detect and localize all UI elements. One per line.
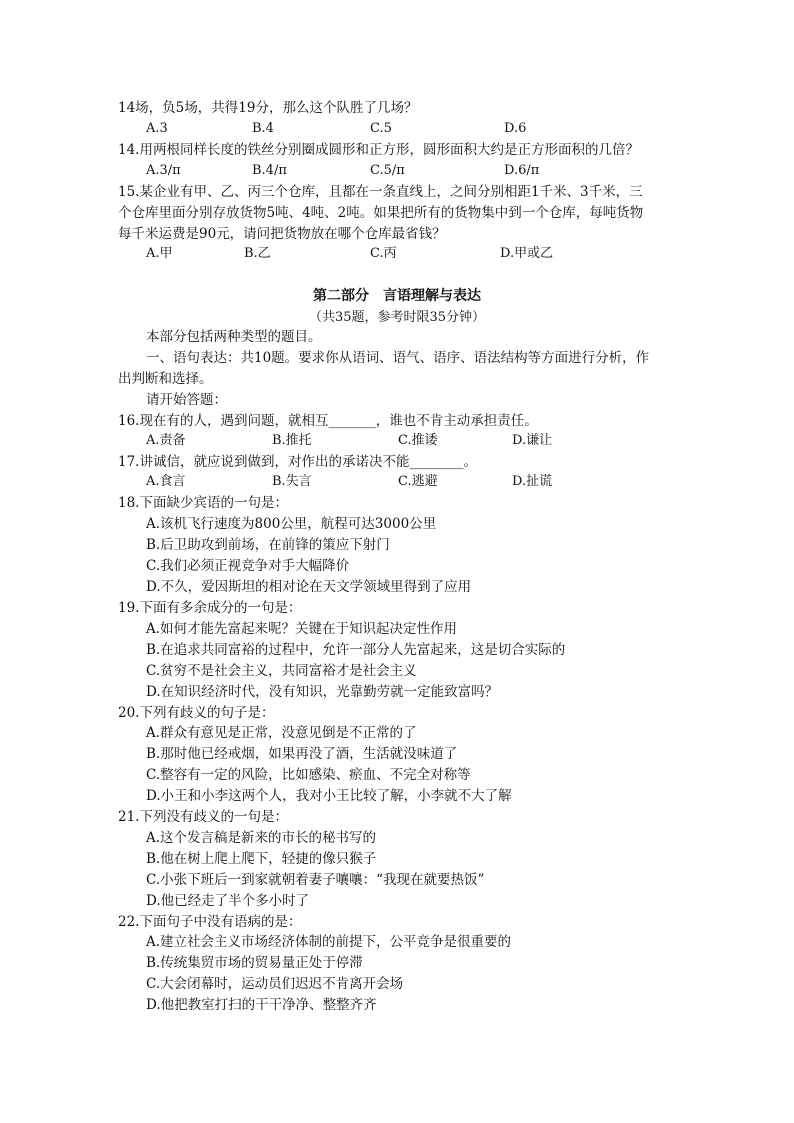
option-c: C.逃避 [398, 474, 438, 489]
option-d: D.谦让 [512, 433, 553, 448]
question-15-line-3: 每千米运费是90元，请问把货物放在哪个仓库最省钱？ [118, 226, 446, 242]
question-20-option-a: A.群众有意见是正常，没意见倒是不正常的了 [146, 725, 417, 741]
option-d: D.6/π [504, 163, 540, 178]
option-b: B.4 [252, 121, 274, 136]
option-b: B.失言 [272, 474, 312, 489]
option-a: A.3/π [146, 163, 181, 178]
question-20-option-d: D.小王和小李这两个人，我对小王比较了解，小李就不大了解 [146, 788, 512, 804]
start-instruction: 请开始答题： [146, 392, 227, 408]
question-18-stem: 18.下面缺少宾语的一句是： [118, 495, 288, 511]
question-14a-stem: 14场，负5场，共得19分，那么这个队胜了几场？ [118, 100, 418, 116]
question-18-option-d: D.不久，爱因斯坦的相对论在天文学领域里得到了应用 [146, 579, 472, 595]
question-19-option-a: A.如何才能先富起来呢？关键在于知识起决定性作用 [146, 621, 458, 637]
option-a: A.3 [146, 121, 168, 136]
question-19-stem: 19.下面有多余成分的一句是： [118, 600, 302, 616]
question-20-option-c: C.整容有一定的风险，比如感染、瘀血、不完全对称等 [146, 767, 471, 783]
section-intro-1: 本部分包括两种类型的题目。 [146, 329, 322, 345]
question-18-option-b: B.后卫助攻到前场，在前锋的策应下射门 [146, 537, 390, 553]
option-b: B.4/π [252, 163, 287, 178]
question-21-option-b: B.他在树上爬上爬下，轻捷的像只猴子 [146, 851, 377, 867]
option-a: A.责备 [146, 433, 186, 448]
question-22-option-a: A.建立社会主义市场经济体制的前提下，公平竞争是很重要的 [146, 934, 512, 950]
question-21-option-a: A.这个发言稿是新来的市长的秘书写的 [146, 830, 377, 846]
question-15-line-2: 个仓库里面分别存放货物5吨、4吨、2吨。如果把所有的货物集中到一个仓库，每吨货物 [118, 205, 644, 221]
question-21-option-c: C.小张下班后一到家就朝着妻子嚷嚷：“我现在就要热饭” [146, 872, 485, 888]
question-19-option-b: B.在追求共同富裕的过程中，允许一部分人先富起来，这是切合实际的 [146, 642, 566, 658]
question-19-option-d: D.在知识经济时代，没有知识，光靠勤劳就一定能致富吗？ [146, 684, 499, 700]
section-title: 第二部分 言语理解与表达 [313, 288, 481, 304]
option-c: C.5 [370, 121, 392, 136]
question-20-option-b: B.那时他已经戒烟，如果再没了酒，生活就没味道了 [146, 746, 458, 762]
option-b: B.乙 [244, 246, 271, 261]
option-d: D.6 [504, 121, 527, 136]
option-a: A.甲 [146, 246, 173, 261]
question-22-option-d: D.他把教室打扫的干干净净、整整齐齐 [146, 997, 377, 1013]
question-21-option-d: D.他已经走了半个多小时了 [146, 893, 310, 909]
question-18-option-c: C.我们必须正视竞争对手大幅降价 [146, 558, 350, 574]
option-d: D.扯谎 [512, 474, 553, 489]
option-c: C.推诿 [398, 433, 438, 448]
question-20-stem: 20.下列有歧义的句子是： [118, 705, 275, 721]
question-22-option-b: B.传统集贸市场的贸易量正处于停滞 [146, 955, 363, 971]
option-c: C.丙 [370, 246, 397, 261]
section-intro-2: 一、语句表达：共10题。要求你从语词、语气、语序、语法结构等方面进行分析，作 [146, 350, 650, 366]
question-15-line-1: 15.某企业有甲、乙、丙三个仓库，且都在一条直线上，之间分别相距1千米、3千米，三 [118, 184, 643, 200]
question-18-option-a: A.该机飞行速度为800公里，航程可达3000公里 [146, 516, 437, 532]
section-subtitle: （共35题，参考时限35分钟） [308, 310, 486, 325]
option-c: C.5/π [370, 163, 405, 178]
section-intro-2-cont: 出判断和选择。 [118, 371, 213, 387]
question-17-stem: 17.讲诚信，就应说到做到，对作出的承诺决不能________。 [118, 454, 477, 470]
question-22-option-c: C.大会闭幕时，运动员们迟迟不肯离开会场 [146, 976, 404, 992]
option-a: A.食言 [146, 474, 186, 489]
question-16-stem: 16.现在有的人，遇到问题，就相互_______，谁也不肯主动承担责任。 [118, 413, 538, 429]
question-22-stem: 22.下面句子中没有语病的是： [118, 914, 302, 930]
question-19-option-c: C.贫穷不是社会主义，共同富裕才是社会主义 [146, 663, 417, 679]
question-14b-stem: 14.用两根同样长度的铁丝分别圈成圆形和正方形，圆形面积大约是正方形面积的几倍？ [118, 142, 639, 158]
question-21-stem: 21.下列没有歧义的一句是： [118, 809, 288, 825]
option-d: D.甲或乙 [500, 246, 554, 261]
option-b: B.推托 [272, 433, 312, 448]
